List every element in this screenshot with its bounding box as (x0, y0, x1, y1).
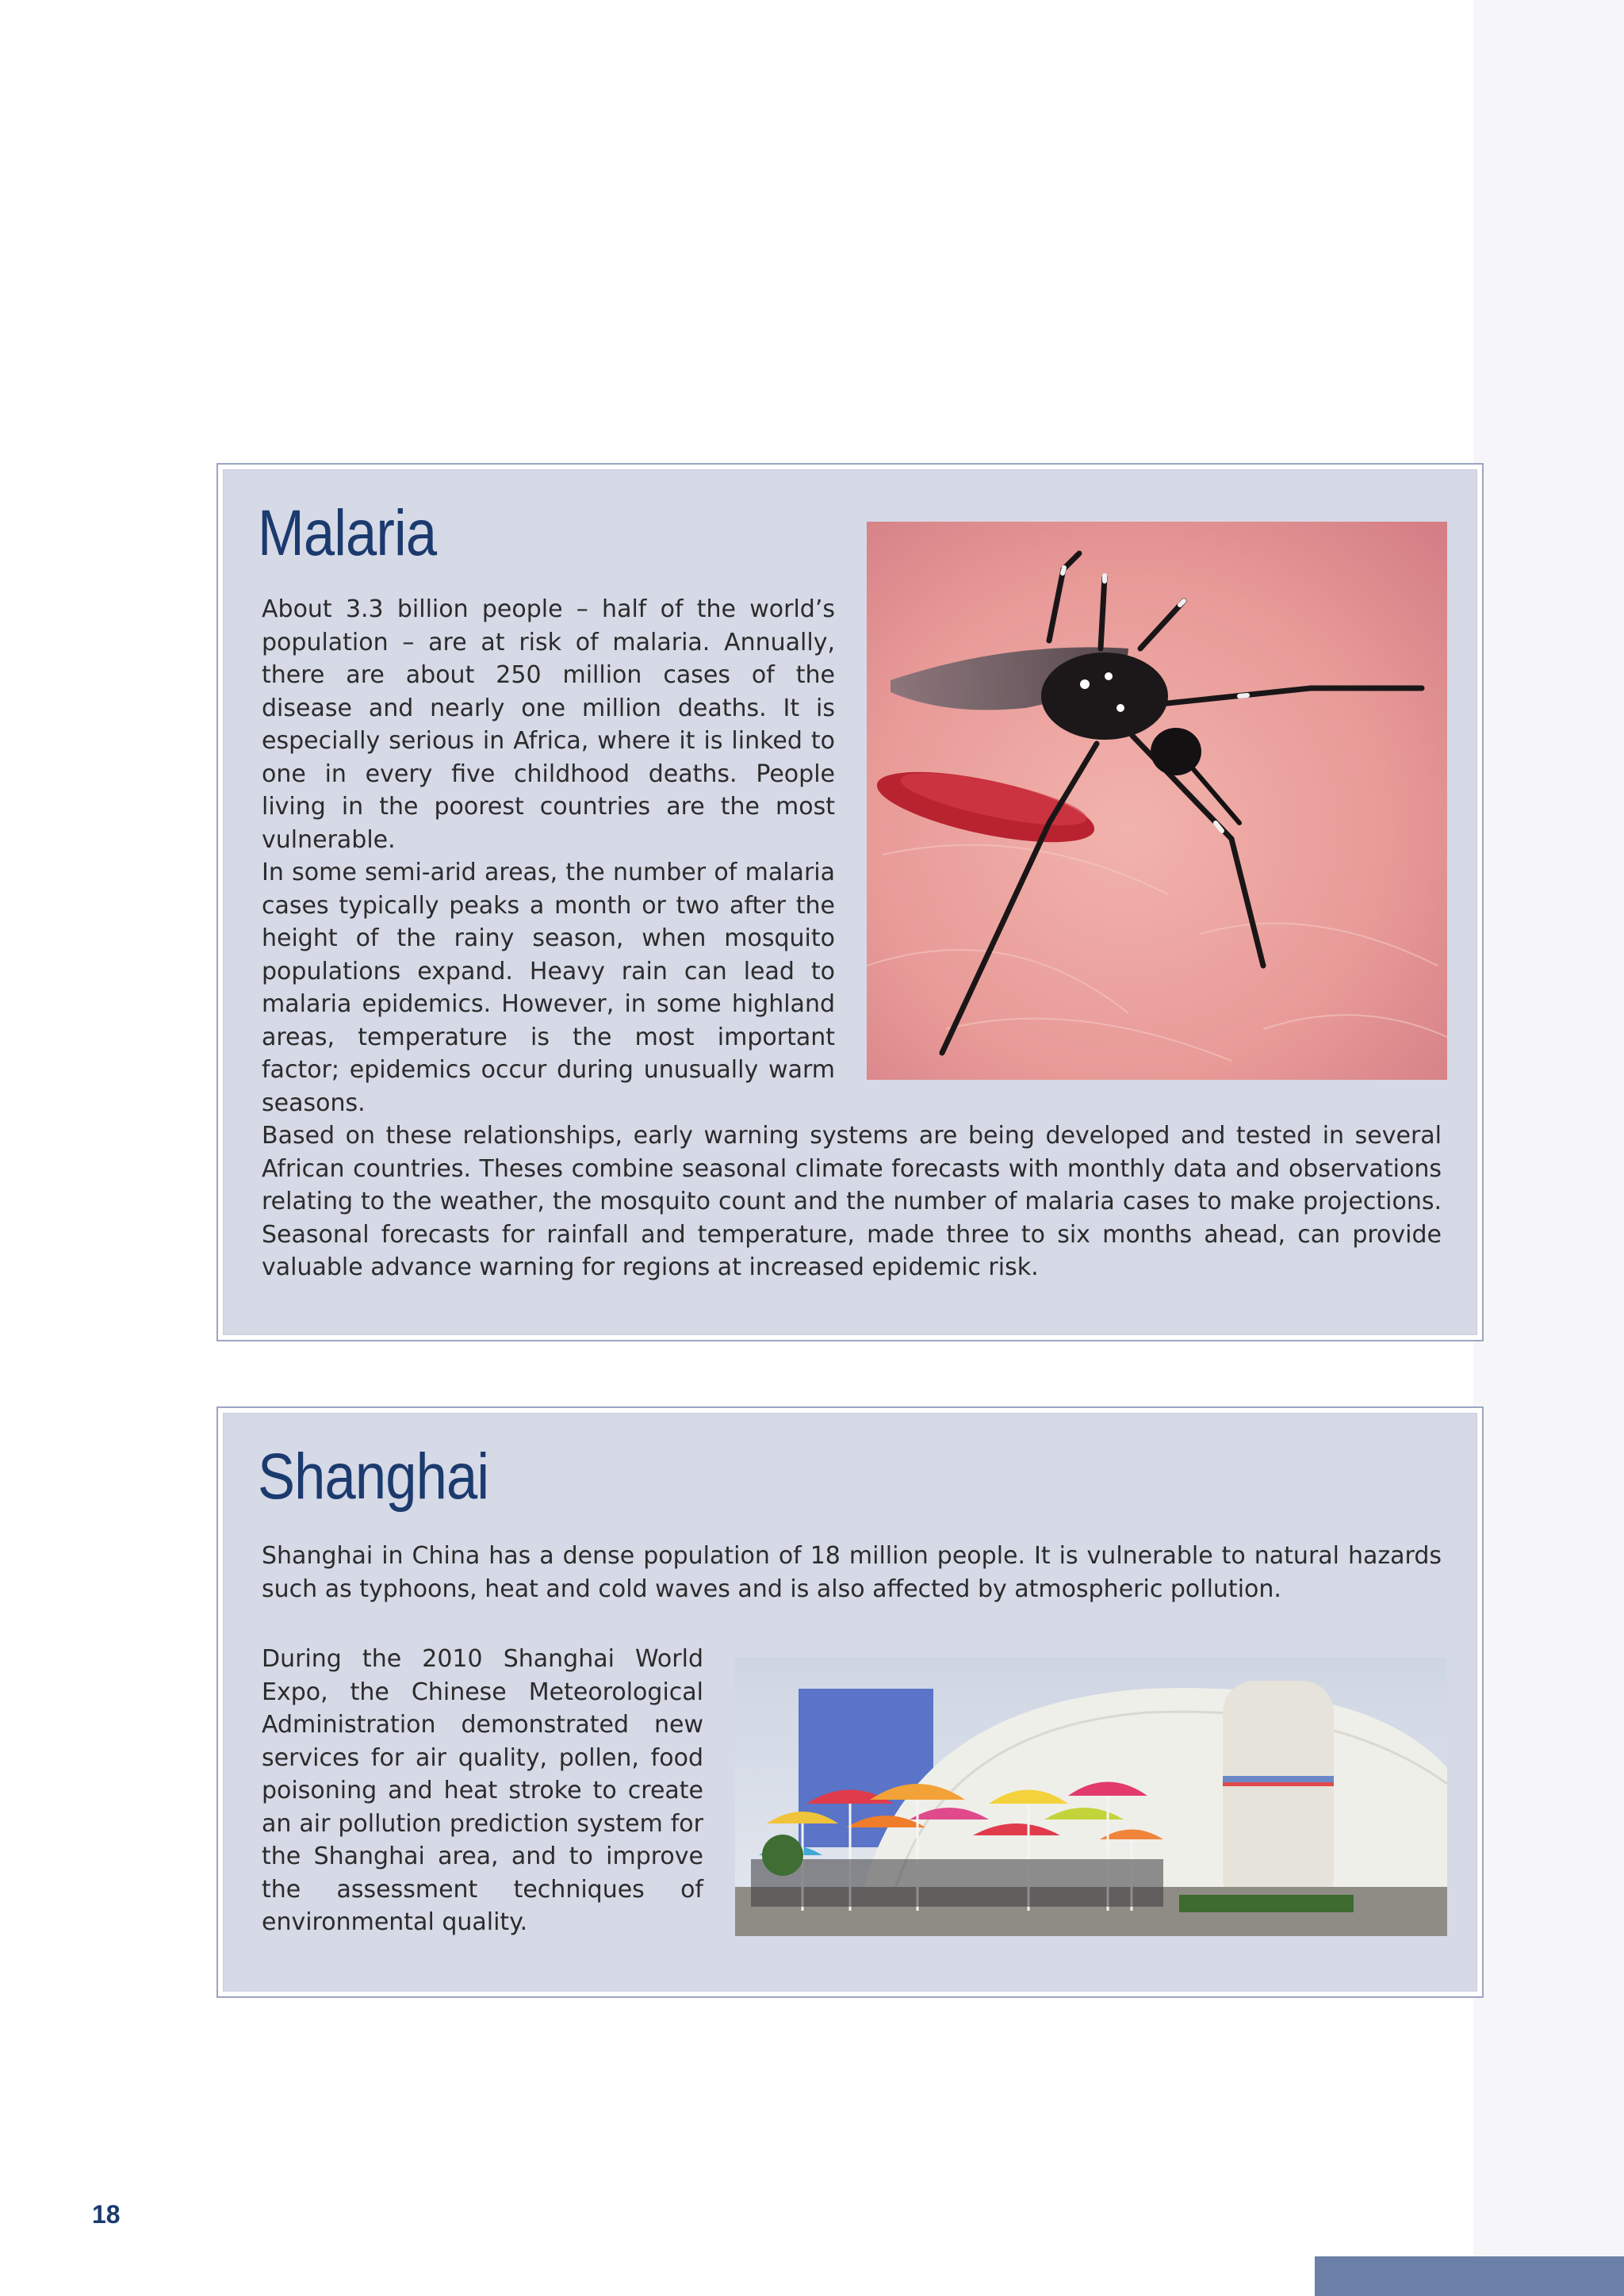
malaria-box (216, 463, 1484, 1341)
malaria-title: Malaria (258, 497, 437, 569)
expo-pavilion-photo (735, 1657, 1447, 1936)
malaria-paragraph-3: Based on these relationships, early warning systems are being developed and tested in several African countries. Theses combine seasonal climate forecasts with monthly data and observations relating to the weather, the mosquito count and the number of malaria cases to make projections. Seasonal forecasts for rainfall and temperature, made three to six months ahead, can provide valuable advance warning for regions at increased epidemic risk. (262, 1122, 1442, 1281)
shanghai-paragraph-1: Shanghai in China has a dense population of 18 million people. It is vulnerable to natural hazards such as typhoons, heat and cold waves and is also affected by atmospheric pollution. (262, 1542, 1442, 1603)
shanghai-paragraph-2: During the 2010 Shanghai World Expo, the Chinese Meteorological Administration demonstrated new services for air quality, pollen, food poisoning and heat stroke to create an air pollution prediction system for the Shanghai area, and to improve the assessment techniques of environmental quality. (262, 1645, 703, 1936)
page-number: 18 (92, 2200, 121, 2229)
expo-illustration (735, 1657, 1447, 1936)
mosquito-photo (867, 522, 1447, 1080)
malaria-paragraph-2: In some semi-arid areas, the number of malaria cases typically peaks a month or two after the height of the rainy season, when mosquito populations expand. Heavy rain can lead to malaria epidemics. However, in some highland areas, temperature is the most important factor; epidemics occur during unusually warm seasons. (262, 859, 835, 1117)
page-edge-shade (1473, 0, 1624, 2296)
corner-color-bar (1315, 2256, 1624, 2296)
mosquito-illustration (867, 522, 1447, 1080)
shanghai-title: Shanghai (258, 1441, 489, 1513)
malaria-paragraph-1: About 3.3 billion people – half of the world’s population – are at risk of malaria. Annually, there are about 250 million cases of the disease and nearly one million deaths. It is especially serious in Africa, where it is linked to one in every five childhood deaths. People living in the poorest countries are the most vulnerable. (262, 595, 835, 854)
shanghai-box (216, 1406, 1484, 1998)
